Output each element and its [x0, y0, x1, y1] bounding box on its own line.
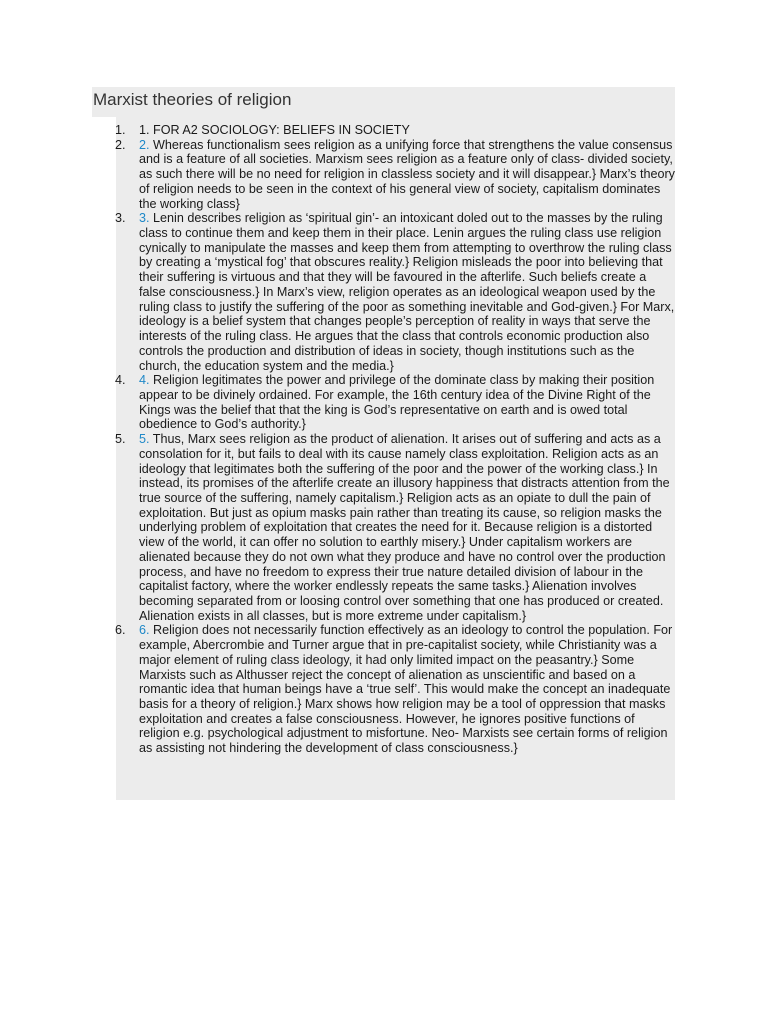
- list-number: 5.: [115, 432, 126, 447]
- list-number: 6.: [115, 623, 126, 638]
- item-reference-link[interactable]: 2.: [139, 137, 150, 152]
- list-item-text: Thus, Marx sees religion as the product of alienation. It arises out of suffering and acts as a consolation for it, but fails to deal with its cause namely class exploitation. Religion acts as an ideology that legitimates both the suffering of the poor and the power of the working class.} In instead, its promises of the afterlife create an illusory happiness that distracts attention from the true source of the suffering, namely capitalism.} Religion acts as an opiate to dull the pain of exploitation. But just as opium masks pain rather than treating its cause, so religion masks the underlying problem of exploitation that creates the need for it. Because religion is a distorted view of the world, it can offer no solution to earthly misery.} Under capitalism workers are alienated because they do not own what they produce and have no control over the production process, and have no freedom to express their true nature detailed division of labour in the capitalist factory, where the worker endlessly repeats the same tasks.} Alienation involves becoming separated from or loosing control over something that one has produced or created. Alienation exists in all classes, but is more extreme under capitalism.}: [139, 432, 670, 623]
- list-item-text: Lenin describes religion as ‘spiritual gin’- an intoxicant doled out to the masses by the ruling class to continue them and keep them in their place. Lenin argues the ruling class use religion cynically to manipulate the masses and keep them from attempting to overthrow the ruling class by creating a ‘mystical fog’ that obscures reality.} Religion misleads the poor into believing that their suffering is virtuous and that they will be favoured in the afterlife. Such beliefs create a false consciousness.} In Marx’s view, religion operates as an ideological weapon used by the ruling class to justify the suffering of the poor as something inevitable and God-given.} For Marx, ideology is a belief system that changes people’s perception of reality in ways that serve the interests of the ruling class. He argues that the class that controls economic production also controls the production and distribution of ideas in society, though institutions such as the church, the education system and the media.}: [139, 211, 675, 373]
- item-reference-link[interactable]: 6.: [139, 623, 150, 638]
- list-number: 4.: [115, 373, 126, 388]
- list-number: 3.: [115, 211, 126, 226]
- list-number: 2.: [115, 137, 126, 152]
- list-item: [116, 123, 675, 138]
- list-item: [116, 211, 675, 373]
- item-reference-link[interactable]: 3.: [139, 211, 150, 226]
- list-item-text: 1. FOR A2 SOCIOLOGY: BELIEFS IN SOCIETY: [139, 123, 410, 137]
- list-item: [116, 373, 675, 432]
- item-reference-link[interactable]: 4.: [139, 373, 150, 388]
- numbered-list: [116, 117, 675, 800]
- list-item: [116, 432, 675, 623]
- list-item-text: Religion does not necessarily function effectively as an ideology to control the population. For example, Abercrombie and Turner argue that in pre-capitalist society, while Christianity was a major element of ruling class ideology, it had only limited impact on the peasantry.} Some Marxists such as Althusser reject the concept of alienation as unscientific and based on a romantic idea that human beings have a ‘true self’. This would make the concept an inadequate basis for a theory of religion.} Marx shows how religion may be a tool of oppression that masks exploitation and creates a false consciousness. However, he ignores positive functions of religion e.g. psychological adjustment to misfortune. Neo- Marxists see certain forms of religion as assisting not hindering the development of class consciousness.}: [139, 623, 673, 756]
- item-reference-link[interactable]: 5.: [139, 432, 150, 447]
- list-item: [116, 623, 675, 755]
- list-item-text: Whereas functionalism sees religion as a unifying force that strengthens the value consensus and is a feature of all societies. Marxism sees religion as a feature only of class- divided society, as such there will be no need for religion in classless society and it will disappear.} Marx’s theory of religion needs to be seen in the context of his general view of society, capitalism dominates the working class}: [139, 137, 675, 211]
- list-number: 1.: [115, 123, 126, 137]
- list-item-text: Religion legitimates the power and privilege of the dominate class by making their position appear to be divinely ordained. For example, the 16th century idea of the Divine Right of the Kings was the belief that that the king is God’s representative on earth and is owed total obedience to God’s authority.}: [139, 373, 655, 432]
- document-title: Marxist theories of religion: [92, 87, 675, 117]
- list-item: [116, 138, 675, 212]
